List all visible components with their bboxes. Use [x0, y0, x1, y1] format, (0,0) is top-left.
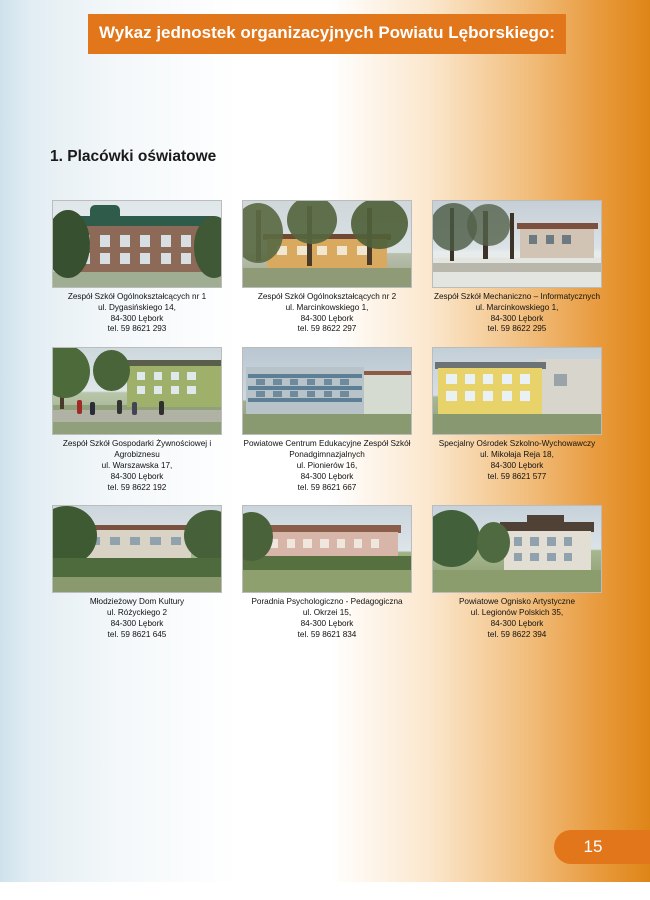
institution-name: Młodzieżowy Dom Kultury: [89, 597, 185, 607]
institution-caption: [42, 292, 232, 335]
institution-phone: tel. 59 8621 293: [107, 324, 167, 334]
page-title: Wykaz jednostek organizacyjnych Powiatu Lęborskiego:: [99, 23, 555, 42]
institution-phone: tel. 59 8622 394: [487, 629, 547, 639]
institution-caption: [232, 597, 422, 640]
bottom-white-strip: [0, 882, 650, 900]
list-item: [422, 505, 612, 640]
institution-street: ul. Pionierów 16,: [296, 460, 358, 470]
institution-caption: [42, 597, 232, 640]
institution-city: 84-300 Lębork: [300, 619, 354, 629]
institution-phone: tel. 59 8622 295: [487, 324, 547, 334]
institution-name: Zespół Szkół Ogólnokształcących nr 2: [257, 292, 397, 301]
institution-city: 84-300 Lębork: [490, 313, 544, 323]
institution-phone: tel. 59 8621 667: [297, 482, 357, 492]
institution-photo-centrum-edukacyjne: [242, 347, 412, 435]
institution-photo-osrodek-szkolno-wychowawczy: [432, 347, 602, 435]
institution-caption: [422, 597, 612, 640]
institution-phone: tel. 59 8621 645: [107, 629, 167, 639]
institution-city: 84-300 Lębork: [490, 460, 544, 470]
institution-photo-zso2: [242, 200, 412, 288]
list-item: [232, 347, 422, 493]
institution-name: Powiatowe Centrum Edukacyjne Zespół Szkół Ponadgimnazjalnych: [243, 439, 411, 460]
list-item: [422, 347, 612, 493]
institution-city: 84-300 Lębork: [110, 619, 164, 629]
institution-phone: tel. 59 8621 577: [487, 471, 547, 481]
list-item: [422, 200, 612, 335]
institution-city: 84-300 Lębork: [110, 313, 164, 323]
institution-photo-dom-kultury: [52, 505, 222, 593]
institution-street: ul. Mikołaja Reja 18,: [480, 450, 554, 460]
institution-caption: [232, 292, 422, 335]
institution-street: ul. Marcinkowskiego 1,: [285, 302, 369, 312]
institution-photo-ognisko-artystyczne: [432, 505, 602, 593]
institution-street: ul. Marcinkowskiego 1,: [475, 302, 559, 312]
page-title-bar: [88, 14, 566, 54]
institution-photo-poradnia: [242, 505, 412, 593]
institution-phone: tel. 59 8621 834: [297, 629, 357, 639]
institution-name: Zespół Szkół Ogólnokształcących nr 1: [67, 292, 207, 301]
list-item: [42, 200, 232, 335]
list-item: [42, 505, 232, 640]
institution-photo-gospodarki-zywnosciowej: [52, 347, 222, 435]
institution-name: Specjalny Ośrodek Szkolno-Wychowawczy: [438, 439, 596, 449]
institution-name: Zespół Szkół Mechaniczno – Informatycznych: [433, 292, 601, 301]
institution-name: Poradnia Psychologiczno - Pedagogiczna: [251, 597, 403, 607]
institution-grid: [42, 200, 612, 653]
institution-name: Powiatowe Ognisko Artystyczne: [458, 597, 576, 607]
page-number-badge: [554, 830, 650, 864]
institution-photo-mechaniczno-informatyczne: [432, 200, 602, 288]
list-item: [232, 200, 422, 335]
institution-city: 84-300 Lębork: [300, 471, 354, 481]
institution-street: ul. Legionów Polskich 35,: [470, 608, 564, 618]
institution-name: Zespół Szkół Gospodarki Żywnościowej i Agrobiznesu: [62, 439, 212, 460]
institution-caption: [422, 292, 612, 335]
institution-street: ul. Różyckiego 2: [106, 608, 168, 618]
institution-caption: [42, 439, 232, 493]
institution-phone: tel. 59 8622 297: [297, 324, 357, 334]
institution-city: 84-300 Lębork: [300, 313, 354, 323]
institution-street: ul. Dygasińskiego 14,: [98, 302, 176, 312]
institution-phone: tel. 59 8622 192: [107, 482, 167, 492]
left-decorative-band: [0, 0, 34, 900]
page-number: 15: [583, 837, 603, 856]
institution-photo-zso1: [52, 200, 222, 288]
institution-caption: [232, 439, 422, 493]
list-item: [232, 505, 422, 640]
section-heading: 1. Placówki oświatowe: [50, 148, 217, 165]
institution-city: 84-300 Lębork: [490, 619, 544, 629]
institution-street: ul. Warszawska 17,: [101, 460, 173, 470]
institution-city: 84-300 Lębork: [110, 471, 164, 481]
list-item: [42, 347, 232, 493]
institution-caption: [422, 439, 612, 482]
institution-street: ul. Okrzei 15,: [302, 608, 352, 618]
